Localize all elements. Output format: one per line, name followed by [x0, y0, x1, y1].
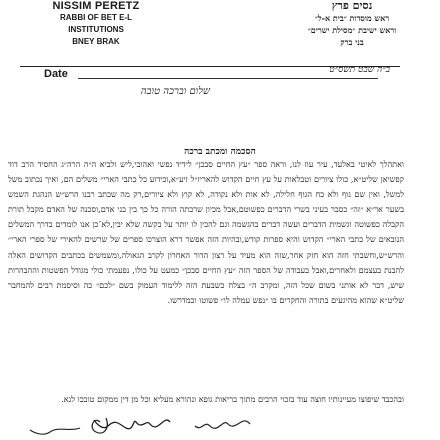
- rabbi-name-english: NISSIM PERETZ: [52, 0, 140, 12]
- institution-title-hebrew: ראש מוסדות ״בית א-ל״: [314, 13, 390, 23]
- letter-title: הסכמה ומכתב ברכה: [184, 147, 256, 157]
- body-paragraph: ואתהלך לאיטי באלעד, עיר עוז לנו, וראה ספר ״עץ החיים סבכן״ לידיד נפשי ואהובי,ליש ולביא ה״ה הרה״ג החסיד הרב דוד קפשיאן שליט״א, כולו ציורים וטבלאות על עץ חיים הקדוש להאריז״ל זיע״א,וכידוע כל כתבי הארי״ משלים הם, ואיך נכתוב משל למשל, ואין שם גוף ולא כח הגוף חלילה, לא אות ולא נקודה, לא קוץ ולא ציורים,רק מה שכתב רבנו הרש״ש הנהגת השמש בשער אר״א ״זה״ כסבר בעיני בשרי הדברים כפשוטם,אבל מכיון שרבתה הורה כל כך בין בני אדם,וסכנה של האדם מקבל תורת הקבלה כפשוטה וגשמית הדברים ועשה דברים בהגשמה וגם להכין לו יותר על בקשה שלא יבין,לא־כן אנו לומדים בדרך המשלים הנובאים של כתבי הארי״ הקדוש והיא ספרות קודש,ובהיות הזה אפשר דרא הוצרכו ספרים של שרשים להאירי של ספרי הארי״ והרש״ש,וחשבתי חזה הוא חזק אחר,שזה הוא מעיד על רצון הדור האחרון לקרב הגאולה,ומשמשים בכתבים הקדושים האלה להבנת בעצמם ולאחרים,ואבל בעבודה של הספר הזה ״עץ החיים סבכן״ כמעט על כולו, נפעמתי כולי מגודל הפשטות וההבהרות שיש, דבר לא אותני בשום שכל הזה, ומקרב ה״ בצלח כשבעת הזה ללימוד העמוק בשם ״לכם״ כה וסיסמת רבים להמחבר שליט״א שהוא מהיגעים בתורה והחקרים בו ״נפש עמלה לו״ פשוטו וכמדרשו.: [8, 159, 404, 305]
- letterhead-english: [42, 0, 150, 48]
- greeting: שלום וברכה טובה: [140, 86, 210, 97]
- date-label: Date: [44, 68, 68, 80]
- date-underline: [78, 78, 378, 79]
- letterhead-hebrew: [272, 0, 432, 48]
- handwritten-signature: [20, 410, 260, 440]
- rabbi-name-hebrew: נסים פרץ: [331, 0, 373, 12]
- city-english: BNEY BRAK: [72, 37, 120, 46]
- city-hebrew: בני ברק: [340, 37, 364, 47]
- hebrew-date: ב״ה שבט תשס״ט: [329, 65, 390, 75]
- institution-title-english: RABBI OF BET E-L INSTITUTIONS: [60, 13, 132, 34]
- closing-blessing: ובהכבד שיפוצו מעיינותיו חוצה עוד בזכוי הרבים מתוך בריאות גופא ונהורא מעליא וכל מן דין ממקום טובכו לנא.: [61, 394, 404, 404]
- letter-body: [8, 157, 404, 308]
- yeshiva-title-hebrew: וראש ישיבת ״מסילת ישרים״: [307, 25, 397, 35]
